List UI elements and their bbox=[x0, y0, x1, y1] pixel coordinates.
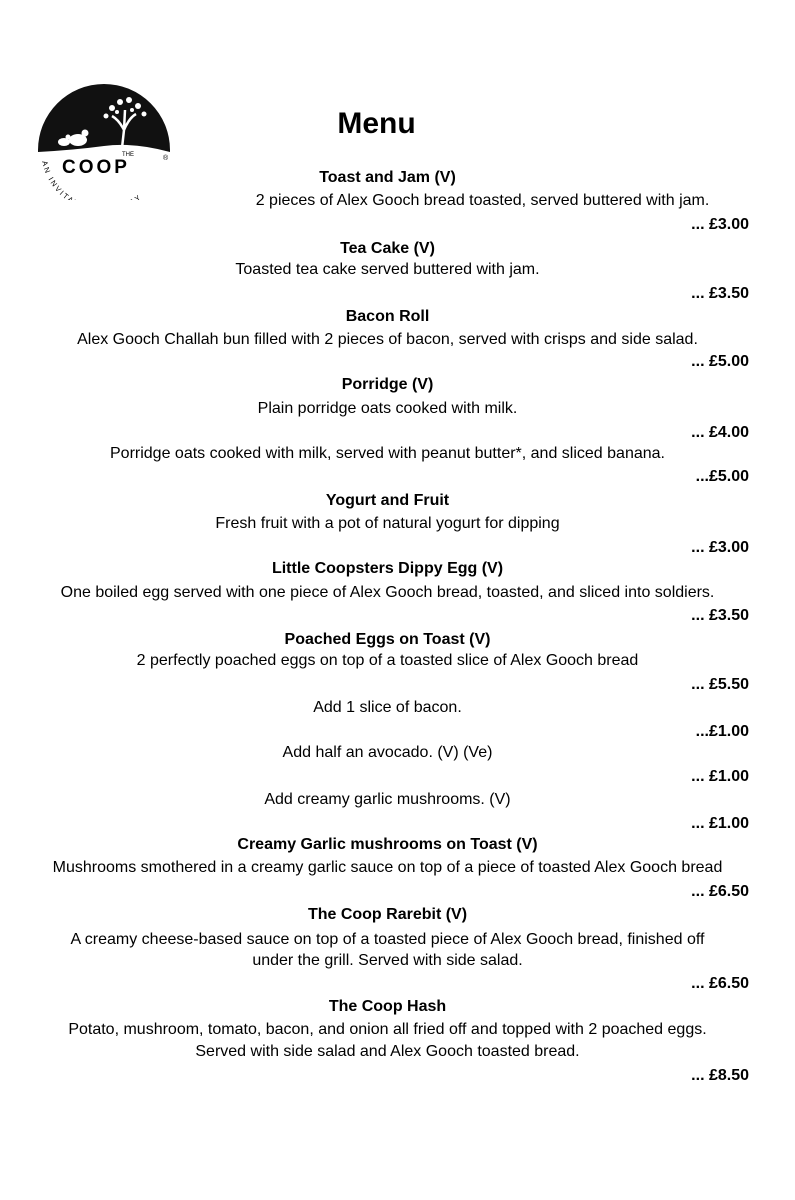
item-name: The Coop Rarebit (V) bbox=[307, 906, 468, 923]
item-price: ... £3.00 bbox=[691, 539, 749, 556]
item-description: Fresh fruit with a pot of natural yogurt for dipping bbox=[215, 515, 560, 532]
item-description: Toasted tea cake served buttered with jam. bbox=[235, 261, 540, 278]
item-description: 2 pieces of Alex Gooch bread toasted, served buttered with jam. bbox=[255, 192, 710, 209]
item-price: ... £4.00 bbox=[691, 424, 749, 441]
item-price: ... £3.00 bbox=[691, 216, 749, 233]
item-option-price: ...£5.00 bbox=[695, 468, 749, 485]
page-title: Menu bbox=[337, 107, 416, 140]
item-name: Tea Cake (V) bbox=[340, 240, 435, 257]
item-description: One boiled egg served with one piece of Alex Gooch bread, toasted, and sliced into soldiers. bbox=[60, 584, 715, 601]
item-price: ... £8.50 bbox=[691, 1067, 749, 1084]
item-name: Toast and Jam (V) bbox=[319, 169, 456, 186]
addon-description: Add 1 slice of bacon. bbox=[313, 699, 462, 716]
item-price: ... £3.50 bbox=[691, 285, 749, 302]
item-description: Plain porridge oats cooked with milk. bbox=[257, 400, 518, 417]
item-description-line1: A creamy cheese-based sauce on top of a toasted piece of Alex Gooch bread, finished off bbox=[70, 931, 705, 948]
item-name: Poached Eggs on Toast (V) bbox=[284, 631, 491, 648]
item-price: ... £5.00 bbox=[691, 353, 749, 370]
addon-price: ... £1.00 bbox=[691, 768, 749, 785]
logo-registered-mark: ® bbox=[163, 155, 169, 162]
item-price: ... £6.50 bbox=[691, 975, 749, 992]
item-name: Little Coopsters Dippy Egg (V) bbox=[271, 560, 504, 577]
item-name: The Coop Hash bbox=[328, 998, 447, 1015]
item-description: 2 perfectly poached eggs on top of a toasted slice of Alex Gooch bread bbox=[136, 652, 639, 669]
item-description-line2: Served with side salad and Alex Gooch toasted bread. bbox=[195, 1043, 580, 1060]
logo-dome bbox=[38, 84, 170, 152]
addon-price: ... £1.00 bbox=[691, 815, 749, 832]
addon-description: Add half an avocado. (V) (Ve) bbox=[282, 744, 493, 761]
item-price: ... £3.50 bbox=[691, 607, 749, 624]
logo-name: COOP bbox=[62, 157, 130, 178]
logo-tagline-path: AN INVIT Y bbox=[40, 159, 144, 200]
addon-description: Add creamy garlic mushrooms. (V) bbox=[264, 791, 511, 808]
item-name: Creamy Garlic mushrooms on Toast (V) bbox=[237, 836, 538, 853]
item-price: ... £5.50 bbox=[691, 676, 749, 693]
item-description-line2: under the grill. Served with side salad. bbox=[252, 952, 523, 969]
addon-price: ...£1.00 bbox=[695, 723, 749, 740]
logo-the: THE bbox=[122, 152, 134, 158]
item-name: Porridge (V) bbox=[341, 376, 434, 393]
item-description-line1: Potato, mushroom, tomato, bacon, and onion all fried off and topped with 2 poached eggs. bbox=[68, 1021, 707, 1038]
item-name: Yogurt and Fruit bbox=[325, 492, 450, 509]
item-name: Bacon Roll bbox=[345, 308, 430, 325]
item-price: ... £6.50 bbox=[691, 883, 749, 900]
item-option-description: Porridge oats cooked with milk, served with peanut butter*, and sliced banana. bbox=[110, 445, 665, 462]
item-description: Alex Gooch Challah bun filled with 2 pieces of bacon, served with crisps and side salad. bbox=[77, 331, 698, 348]
item-description: Mushrooms smothered in a creamy garlic sauce on top of a piece of toasted Alex Gooch bread bbox=[52, 859, 723, 876]
